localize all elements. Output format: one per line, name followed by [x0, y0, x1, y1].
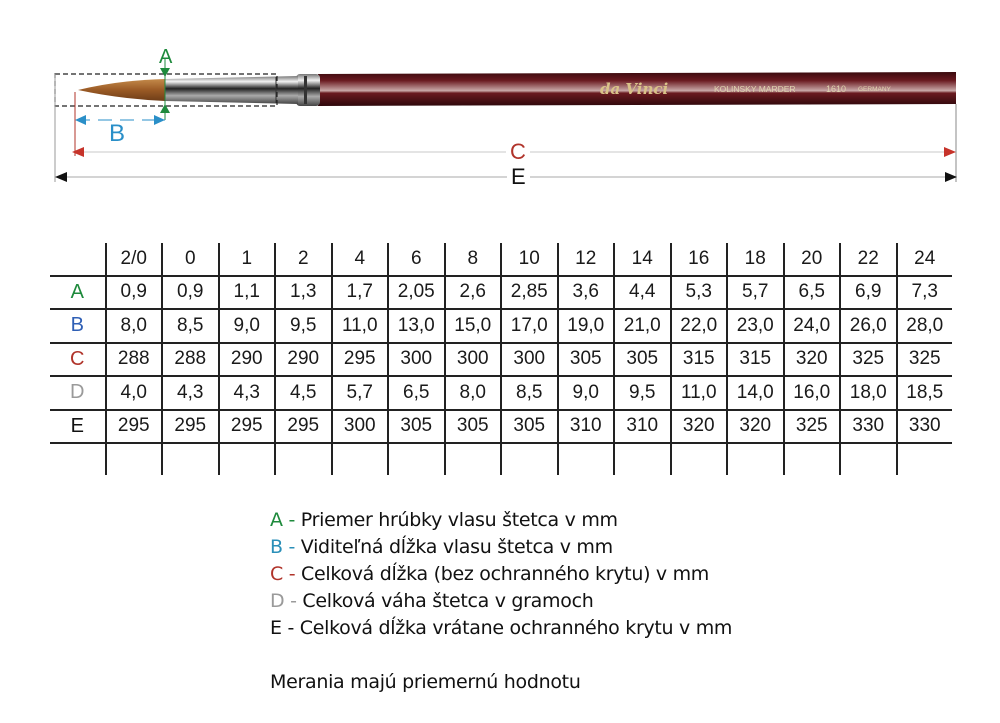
table-cell: 11,0: [332, 309, 389, 343]
legend-key: E: [270, 617, 282, 639]
legend-key: D: [270, 590, 285, 612]
table-cell: 8,0: [106, 309, 163, 343]
table-cell: 295: [219, 410, 276, 444]
size-header: 2/0: [106, 243, 163, 276]
table-cell: 320: [671, 410, 728, 444]
legend-item-c: [270, 561, 732, 588]
table-cell: 14,0: [727, 376, 784, 410]
size-spec-table: [50, 243, 952, 475]
table-cell: 4,0: [106, 376, 163, 410]
table-cell: 13,0: [388, 309, 445, 343]
legend-text: Celková váha štetca v gramoch: [302, 590, 594, 612]
table-cell: 17,0: [501, 309, 558, 343]
table-cell-empty: [727, 443, 784, 475]
table-cell: 2,85: [501, 276, 558, 310]
table-cell: 23,0: [727, 309, 784, 343]
table-cell: 11,0: [671, 376, 728, 410]
table-cell: 5,3: [671, 276, 728, 310]
table-cell: 9,5: [275, 309, 332, 343]
dimension-a-label: A: [159, 46, 173, 68]
table-cell-empty: [784, 443, 841, 475]
legend-key: C: [270, 563, 283, 585]
legend-item-a: [270, 507, 732, 534]
legend-text: Priemer hrúbky vlasu štetca v mm: [300, 509, 618, 531]
table-cell: 325: [897, 343, 953, 377]
table-cell: 18,0: [840, 376, 897, 410]
table-cell-empty: [840, 443, 897, 475]
table-cell-empty: [558, 443, 615, 475]
size-header: 2: [275, 243, 332, 276]
table-cell: 300: [388, 343, 445, 377]
table-cell: 9,0: [219, 309, 276, 343]
size-header: 1: [219, 243, 276, 276]
row-label-a: A: [50, 276, 106, 310]
table-cell: 320: [784, 343, 841, 377]
size-header: 20: [784, 243, 841, 276]
legend-sep: -: [282, 563, 302, 585]
table-cell: 288: [106, 343, 163, 377]
table-cell-empty: [332, 443, 389, 475]
table-row-d: [50, 376, 952, 410]
size-header: 4: [332, 243, 389, 276]
table-cell: 290: [219, 343, 276, 377]
table-cell: 26,0: [840, 309, 897, 343]
measurement-note: Merania majú priemernú hodnotu: [270, 671, 581, 693]
series-print: 1610: [826, 84, 847, 94]
size-header: 8: [445, 243, 502, 276]
table-cell: 15,0: [445, 309, 502, 343]
legend-sep: -: [284, 590, 303, 612]
table-cell: 300: [332, 410, 389, 444]
table-cell: 3,6: [558, 276, 615, 310]
table-cell: 330: [897, 410, 953, 444]
dimension-e-label: E: [507, 166, 530, 188]
table-cell: 300: [445, 343, 502, 377]
table-cell: 290: [275, 343, 332, 377]
country-print: GERMANY: [858, 86, 891, 93]
table-cell: 305: [614, 343, 671, 377]
legend-key: B: [270, 536, 283, 558]
brush-ferrule: [165, 76, 298, 104]
legend-item-e: [270, 615, 732, 642]
table-cell: 1,1: [219, 276, 276, 310]
table-cell: 305: [388, 410, 445, 444]
legend-sep: -: [282, 509, 301, 531]
brand-print: da Vinci: [600, 80, 669, 98]
table-cell: 310: [614, 410, 671, 444]
table-cell: 320: [727, 410, 784, 444]
table-corner-cell: [50, 243, 106, 276]
table-row-empty: [50, 443, 952, 475]
table-cell: 2,05: [388, 276, 445, 310]
table-cell: 4,3: [162, 376, 219, 410]
table-cell: 295: [275, 410, 332, 444]
table-cell: 21,0: [614, 309, 671, 343]
table-cell: 300: [501, 343, 558, 377]
size-header: 12: [558, 243, 615, 276]
table-cell: 4,3: [219, 376, 276, 410]
table-cell: 295: [106, 410, 163, 444]
table-cell: 19,0: [558, 309, 615, 343]
table-cell: 2,6: [445, 276, 502, 310]
size-header: 14: [614, 243, 671, 276]
model-print: KOLINSKY MARDER: [714, 84, 796, 94]
table-cell: 315: [671, 343, 728, 377]
table-cell: 0,9: [106, 276, 163, 310]
table-cell: 295: [162, 410, 219, 444]
size-header: 22: [840, 243, 897, 276]
table-cell: 8,0: [445, 376, 502, 410]
table-cell: 4,4: [614, 276, 671, 310]
table-cell: 305: [501, 410, 558, 444]
table-cell: 8,5: [162, 309, 219, 343]
table-row-c: [50, 343, 952, 377]
table-cell: 1,3: [275, 276, 332, 310]
brush-illustration: [0, 0, 1000, 200]
brush-hair: [78, 79, 165, 101]
table-cell: 305: [445, 410, 502, 444]
table-cell: 6,9: [840, 276, 897, 310]
legend-text: Celková dĺžka vrátane ochranného krytu v mm: [299, 617, 733, 639]
table-cell: 16,0: [784, 376, 841, 410]
table-cell: 1,7: [332, 276, 389, 310]
legend: [270, 507, 732, 696]
table-cell-empty: [388, 443, 445, 475]
table-cell-empty: [50, 443, 106, 475]
legend-item-b: [270, 534, 732, 561]
table-cell: 18,5: [897, 376, 953, 410]
legend-sep: -: [282, 536, 301, 558]
legend-item-d: [270, 588, 732, 615]
dimension-b-label: B: [109, 120, 126, 147]
table-cell: 330: [840, 410, 897, 444]
size-header: 18: [727, 243, 784, 276]
table-cell-empty: [275, 443, 332, 475]
size-header: 6: [388, 243, 445, 276]
size-header: 10: [501, 243, 558, 276]
table-cell: 6,5: [388, 376, 445, 410]
table-cell: 4,5: [275, 376, 332, 410]
table-cell-empty: [671, 443, 728, 475]
table-cell-empty: [162, 443, 219, 475]
table-cell: 325: [784, 410, 841, 444]
table-cell: 22,0: [671, 309, 728, 343]
table-cell: 6,5: [784, 276, 841, 310]
table-cell: 310: [558, 410, 615, 444]
dimension-c-label: C: [506, 141, 530, 163]
table-row-a: [50, 276, 952, 310]
table-cell-empty: [219, 443, 276, 475]
table-cell: 325: [840, 343, 897, 377]
table-cell-empty: [897, 443, 953, 475]
table-cell-empty: [501, 443, 558, 475]
table-cell: 305: [558, 343, 615, 377]
table-header-row: [50, 243, 952, 276]
brush-diagram: [0, 0, 1000, 200]
table-cell: 28,0: [897, 309, 953, 343]
legend-text: Celková dĺžka (bez ochranného krytu) v mm: [301, 563, 710, 585]
size-header: 0: [162, 243, 219, 276]
table-cell: 5,7: [332, 376, 389, 410]
legend-key: A: [270, 509, 283, 531]
legend-sep: -: [281, 617, 300, 639]
table-cell: 288: [162, 343, 219, 377]
table-cell-empty: [614, 443, 671, 475]
brush-crimp: [296, 74, 320, 106]
table-cell: 7,3: [897, 276, 953, 310]
legend-text: Viditeľná dĺžka vlasu štetca v mm: [300, 536, 613, 558]
table-cell: 5,7: [727, 276, 784, 310]
table-cell: 8,5: [501, 376, 558, 410]
table-cell: 24,0: [784, 309, 841, 343]
table-cell-empty: [445, 443, 502, 475]
table-cell: 0,9: [162, 276, 219, 310]
table-cell-empty: [106, 443, 163, 475]
row-label-c: C: [50, 343, 106, 377]
table-row-b: [50, 309, 952, 343]
size-header: 24: [897, 243, 953, 276]
table-cell: 315: [727, 343, 784, 377]
table-cell: 295: [332, 343, 389, 377]
row-label-d: D: [50, 376, 106, 410]
size-header: 16: [671, 243, 728, 276]
table-cell: 9,5: [614, 376, 671, 410]
table-row-e: [50, 410, 952, 444]
table-cell: 9,0: [558, 376, 615, 410]
row-label-b: B: [50, 309, 106, 343]
row-label-e: E: [50, 410, 106, 444]
